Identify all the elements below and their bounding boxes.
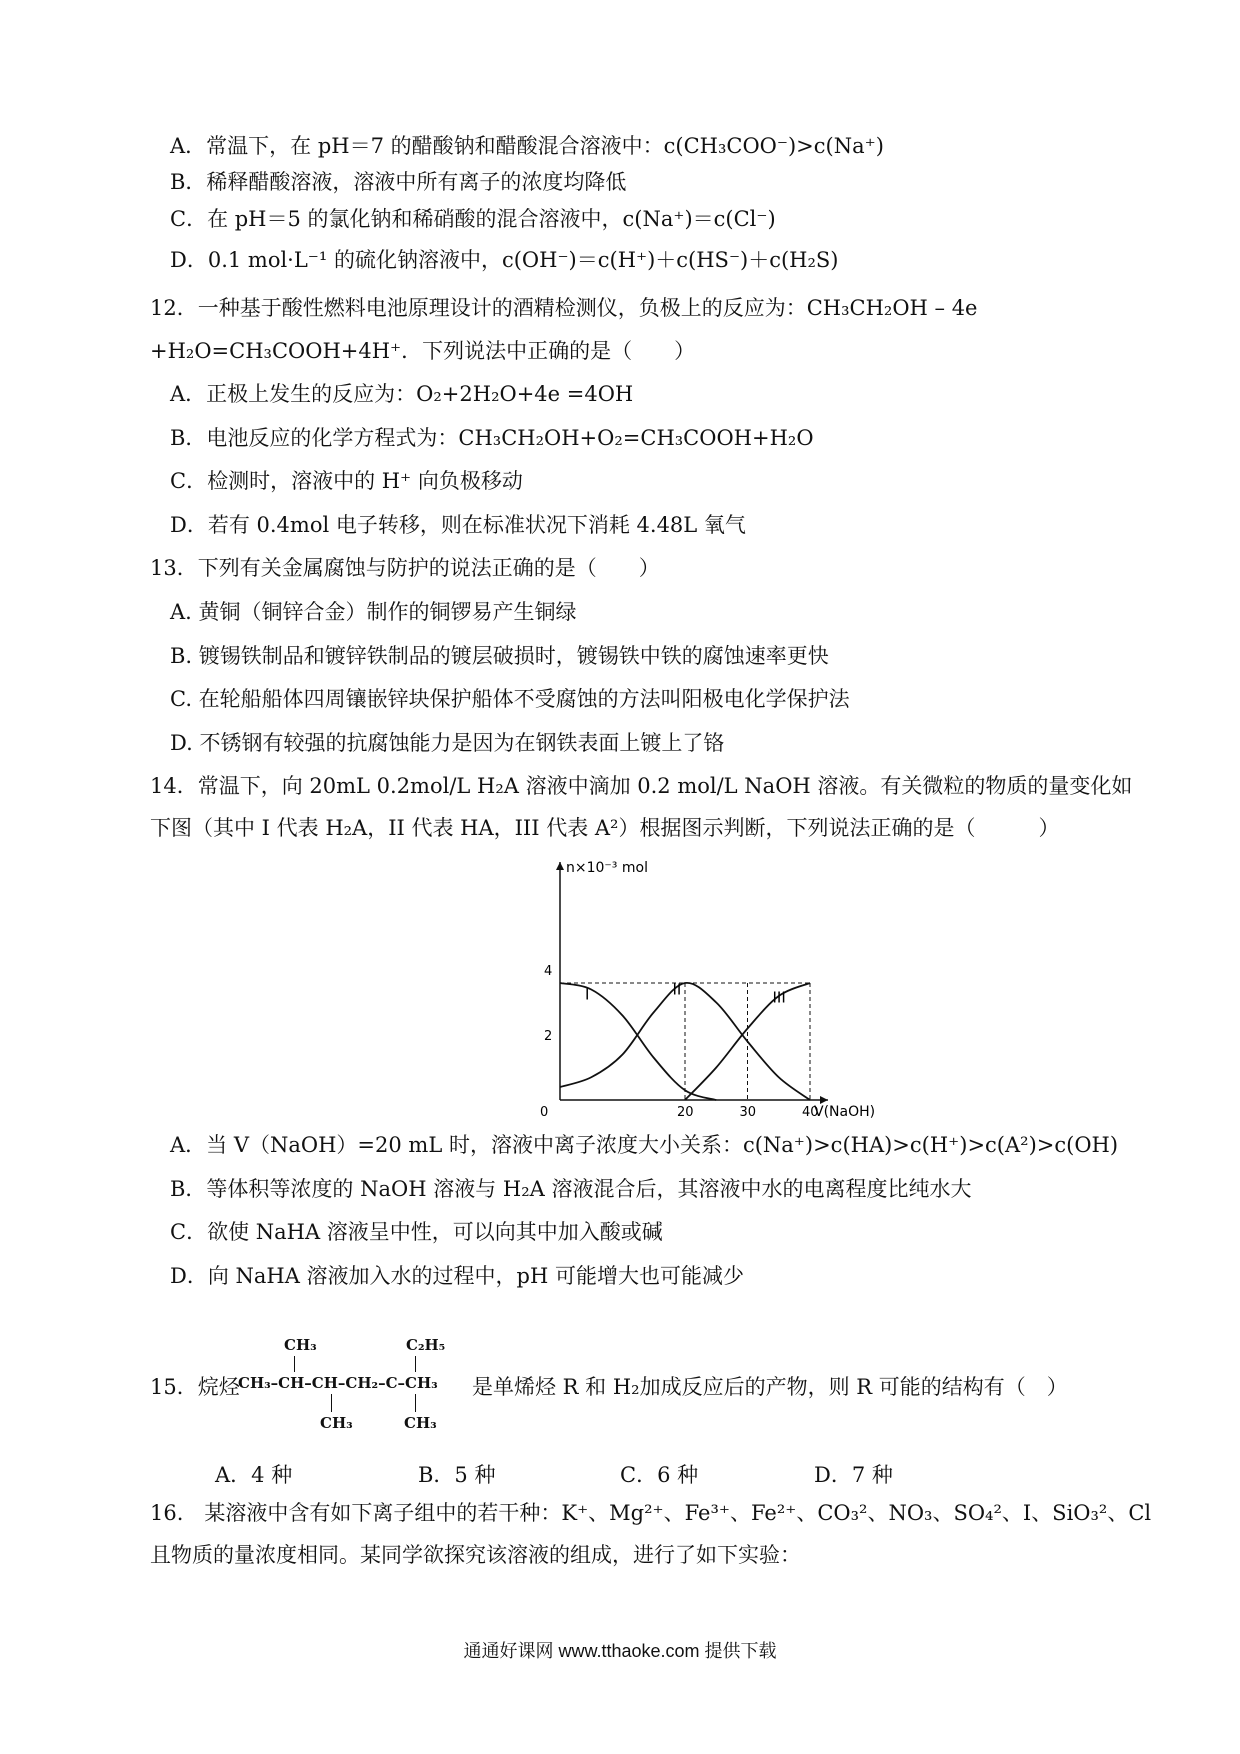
q13-option-d: D. 不锈钢有较强的抗腐蚀能力是因为在钢铁表面上镀上了铬 bbox=[170, 731, 725, 755]
q12-option-b: B．电池反应的化学方程式为：CH₃CH₂OH+O₂=CH₃COOH+H₂O bbox=[170, 426, 814, 450]
q12-option-a: A．正极上发生的反应为：O₂+2H₂O+4e =4OH bbox=[170, 382, 634, 406]
q15-structural-formula bbox=[238, 1336, 468, 1436]
q12-stem-line1: 12．一种基于酸性燃料电池原理设计的酒精检测仪，负极上的反应为：CH₃CH₂OH – 4e bbox=[150, 296, 978, 320]
species-amount-chart bbox=[520, 850, 890, 1120]
q15-prefix: 15．烷烃 bbox=[150, 1375, 240, 1399]
q14-option-b: B．等体积等浓度的 NaOH 溶液与 H₂A 溶液混合后，其溶液中水的电离程度比纯水大 bbox=[170, 1177, 972, 1201]
series-II-label: II bbox=[672, 980, 682, 999]
y-axis-label: n×10⁻³ mol bbox=[566, 860, 648, 876]
q14-stem-line1: 14．常温下，向 20mL 0.2mol/L H₂A 溶液中滴加 0.2 mol/L NaOH 溶液。有关微粒的物质的量变化如 bbox=[150, 774, 1133, 798]
download-source-footer: 通通好课网 www.tthaoke.com 提供下载 bbox=[463, 1641, 777, 1661]
q13-option-a: A. 黄铜（铜锌合金）制作的铜锣易产生铜绿 bbox=[170, 600, 577, 624]
q15-option-d: D．7 种 bbox=[814, 1463, 893, 1487]
q13-stem: 13．下列有关金属腐蚀与防护的说法正确的是（ ） bbox=[150, 556, 660, 580]
q14-option-a: A．当 V（NaOH）=20 mL 时，溶液中离子浓度大小关系：c(Na⁺)>c(HA)>c(H⁺)>c(A²)>c(OH) bbox=[170, 1133, 1119, 1157]
q15-suffix: 是单烯烃 R 和 H₂加成反应后的产物，则 R 可能的结构有（ ） bbox=[472, 1375, 1068, 1399]
q11-option-c: C．在 pH＝5 的氯化钠和稀硝酸的混合溶液中，c(Na⁺)＝c(Cl⁻) bbox=[170, 207, 776, 231]
q16-stem-line1: 16. 某溶液中含有如下离子组中的若干种：K⁺、Mg²⁺、Fe³⁺、Fe²⁺、CO₃²、NO₃、SO₄²、I、SiO₃²、Cl bbox=[150, 1501, 1152, 1525]
q14-option-d: D．向 NaHA 溶液加入水的过程中，pH 可能增大也可能减少 bbox=[170, 1264, 744, 1288]
x-tick-label: 40 bbox=[802, 1105, 819, 1120]
q14-option-c: C．欲使 NaHA 溶液呈中性，可以向其中加入酸或碱 bbox=[170, 1220, 663, 1244]
y-tick-label: 4 bbox=[544, 964, 553, 979]
q11-option-a: A．常温下，在 pH＝7 的醋酸钠和醋酸混合溶液中：c(CH₃COO⁻)>c(Na⁺) bbox=[170, 134, 884, 158]
x-axis-arrow bbox=[820, 1096, 828, 1104]
y-axis-arrow bbox=[556, 862, 564, 870]
q16-stem-line2: 且物质的量浓度相同。某同学欲探究该溶液的组成，进行了如下实验： bbox=[150, 1543, 801, 1567]
formula-bottom-ch3-2: CH₃ bbox=[404, 1414, 437, 1432]
q12-option-d: D．若有 0.4mol 电子转移，则在标准状况下消耗 4.48L 氧气 bbox=[170, 513, 746, 537]
formula-top-ch3: CH₃ bbox=[284, 1336, 317, 1354]
q15-option-c: C．6 种 bbox=[620, 1463, 699, 1487]
x-tick-label: 0 bbox=[540, 1105, 549, 1120]
q12-stem-line2: +H₂O=CH₃COOH+4H⁺．下列说法中正确的是（ ） bbox=[150, 339, 696, 363]
q15-option-b: B．5 种 bbox=[418, 1463, 496, 1487]
x-axis-label: V(NaOH) bbox=[814, 1104, 876, 1120]
y-tick-label: 2 bbox=[544, 1029, 553, 1044]
q11-option-b: B．稀释醋酸溶液，溶液中所有离子的浓度均降低 bbox=[170, 170, 627, 194]
q15-option-a: A．4 种 bbox=[215, 1463, 293, 1487]
series-III-label: III bbox=[772, 988, 786, 1007]
q14-stem-line2: 下图（其中 I 代表 H₂A，II 代表 HA，III 代表 A²）根据图示判断，下列说法正确的是（ ） bbox=[150, 816, 1060, 840]
q13-option-b: B. 镀锡铁制品和镀锌铁制品的镀层破损时，镀锡铁中铁的腐蚀速率更快 bbox=[170, 644, 829, 668]
formula-main-chain: CH₃–CH–CH–CH₂–C–CH₃ bbox=[238, 1374, 438, 1392]
series-I-label: I bbox=[585, 985, 590, 1004]
q12-option-c: C．检测时，溶液中的 H⁺ 向负极移动 bbox=[170, 469, 523, 493]
formula-bottom-ch3-1: CH₃ bbox=[320, 1414, 353, 1432]
x-tick-label: 30 bbox=[739, 1105, 757, 1120]
q11-option-d: D．0.1 mol·L⁻¹ 的硫化钠溶液中，c(OH⁻)＝c(H⁺)＋c(HS⁻)＋c(H₂S) bbox=[170, 248, 839, 272]
q13-option-c: C. 在轮船船体四周镶嵌锌块保护船体不受腐蚀的方法叫阳极电化学保护法 bbox=[170, 687, 850, 711]
x-tick-label: 20 bbox=[677, 1105, 694, 1120]
formula-top-c2h5: C₂H₅ bbox=[406, 1336, 446, 1354]
series-I-line bbox=[560, 983, 716, 1100]
